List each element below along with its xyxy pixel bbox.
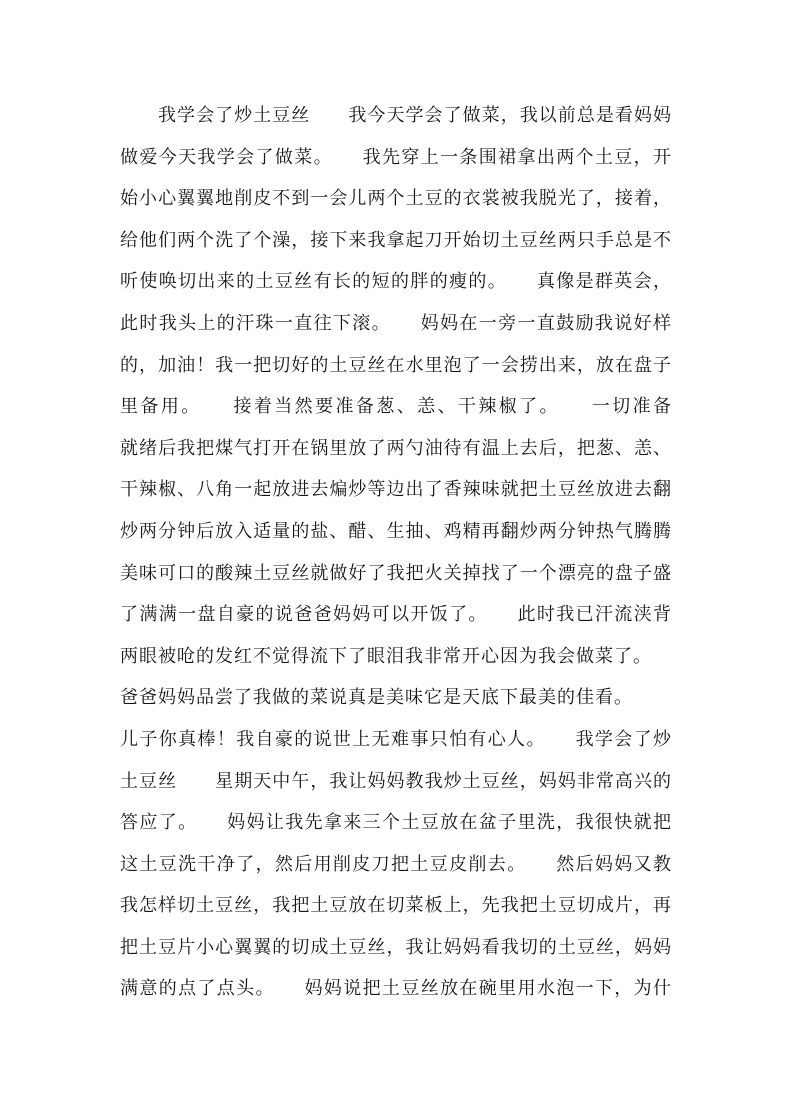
essay-body [120,95,672,1010]
text-line: 儿子你真棒！我自豪的说世上无难事只怕有心人。 我学会了炒 [120,728,672,750]
text-line: 把土豆片小心翼翼的切成土豆丝，我让妈妈看我切的土豆丝，妈妈 [120,936,672,958]
text-line: 的，加油！我一把切好的土豆丝在水里泡了一会捞出来，放在盘子 [120,354,672,376]
text-line: 了满满一盘自豪的说爸爸妈妈可以开饭了。 此时我已汗流浃背 [120,604,672,626]
text-line: 两眼被呛的发红不觉得流下了眼泪我非常开心因为我会做菜了。 [120,645,652,667]
text-line: 满意的点了点头。 妈妈说把土豆丝放在碗里用水泡一下，为什 [120,978,672,1000]
text-line: 做爱今天我学会了做菜。 我先穿上一条围裙拿出两个土豆，开 [120,146,672,168]
text-line: 我学会了炒土豆丝 我今天学会了做菜，我以前总是看妈妈 [158,105,672,126]
text-line: 炒两分钟后放入适量的盐、醋、生抽、鸡精再翻炒两分钟热气腾腾 [120,520,672,542]
text-line: 爸爸妈妈品尝了我做的菜说真是美味它是天底下最美的佳看。 [120,687,633,709]
text-line: 给他们两个洗了个澡，接下来我拿起刀开始切土豆丝两只手总是不 [120,229,672,251]
text-line: 干辣椒、八角一起放进去煸炒等边出了香辣味就把土豆丝放进去翻 [120,479,672,501]
text-line: 始小心翼翼地削皮不到一会儿两个土豆的衣裳被我脱光了，接着， [120,188,672,210]
text-line: 我怎样切土豆丝，我把土豆放在切菜板上，先我把土豆切成片，再 [120,895,672,917]
text-line: 听使唤切出来的土豆丝有长的短的胖的瘦的。 真像是群英会， [120,271,672,293]
text-line: 土豆丝 星期天中午，我让妈妈教我炒土豆丝，妈妈非常高兴的 [120,770,672,792]
text-line: 美味可口的酸辣土豆丝就做好了我把火关掉找了一个漂亮的盘子盛 [120,562,672,584]
text-line: 答应了。 妈妈让我先拿来三个土豆放在盆子里洗，我很快就把 [120,812,672,834]
text-line: 这土豆洗干净了，然后用削皮刀把土豆皮削去。 然后妈妈又教 [120,853,672,875]
text-line: 里备用。 接着当然要准备葱、恙、干辣椒了。 一切准备 [120,396,672,418]
text-line: 此时我头上的汗珠一直往下滚。 妈妈在一旁一直鼓励我说好样 [120,312,672,334]
text-line: 就绪后我把煤气打开在锅里放了两勺油待有温上去后，把葱、恙、 [120,437,672,459]
